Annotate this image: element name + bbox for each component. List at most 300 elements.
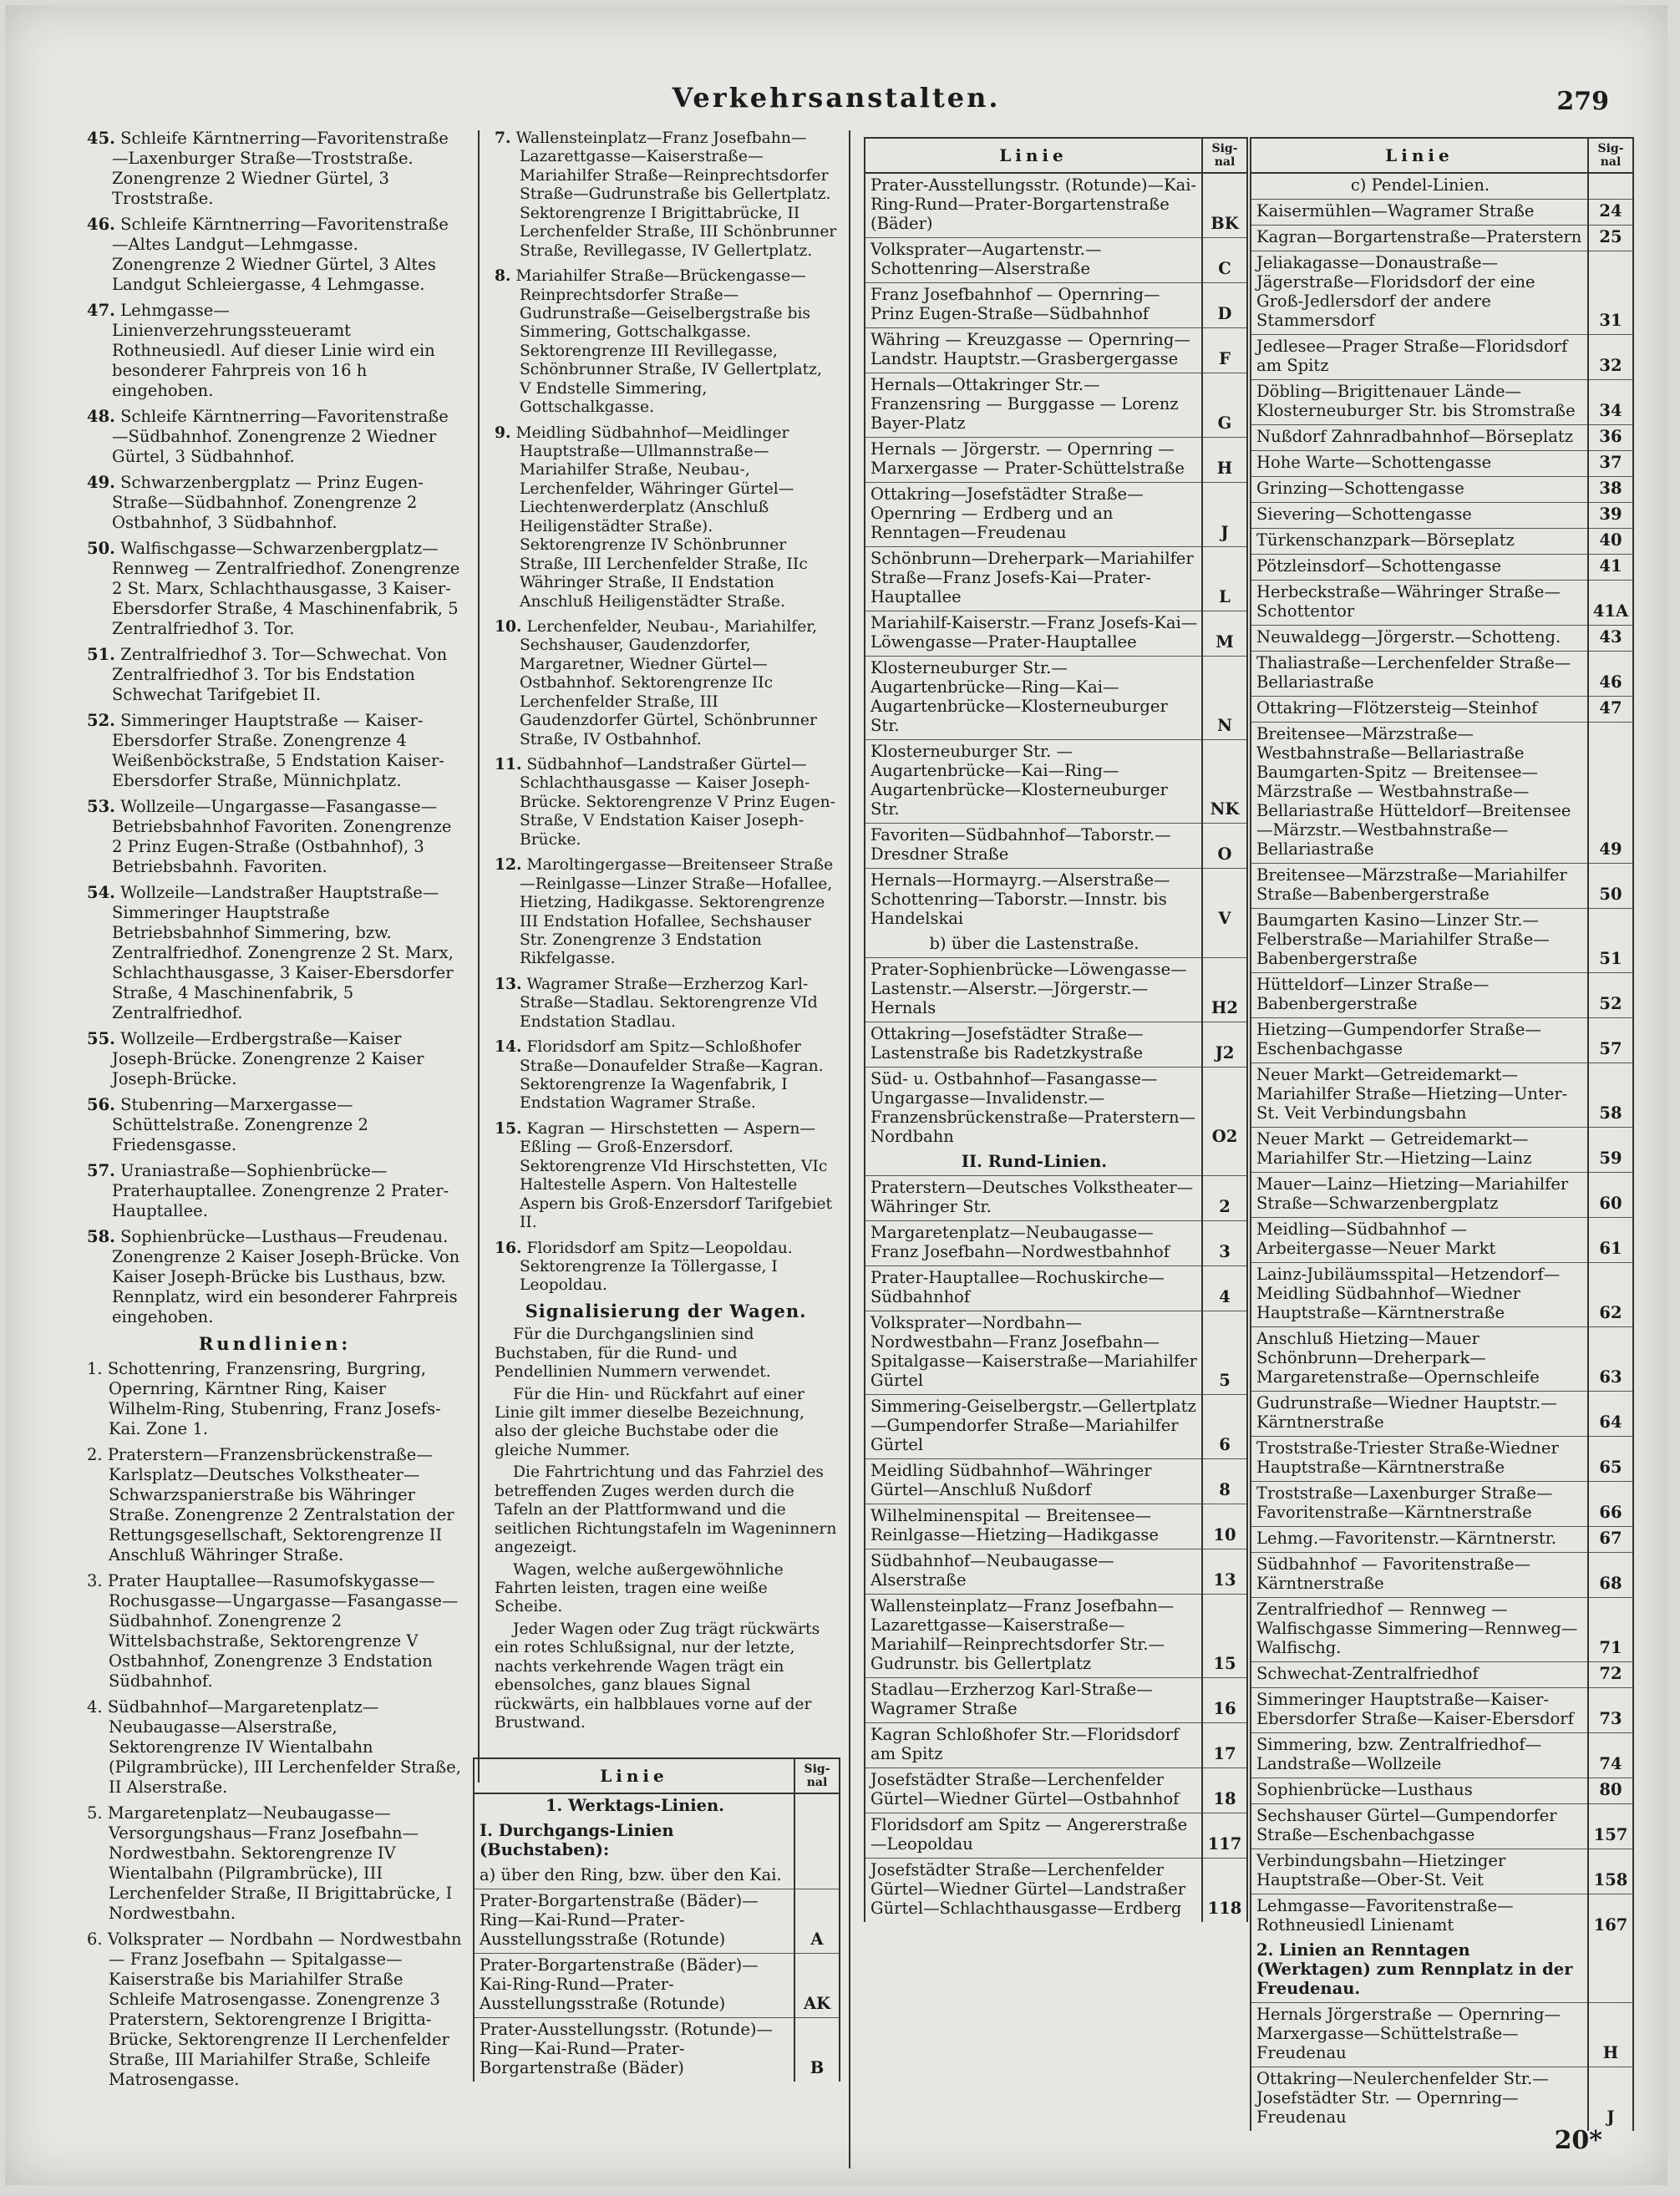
route-entry [495,1037,837,1113]
signal-cell: 57 [1588,1018,1633,1063]
table-row [865,1176,1247,1221]
linie-cell: Ottakring—Josefstädter Straße—Lastenstraße bis Radetzkystraße [865,1022,1202,1068]
entry-number: 52. [87,711,115,730]
signal-cell: 16 [1202,1678,1247,1723]
signal-cell: AK [794,1954,840,2018]
page-number: 279 [1556,87,1609,116]
linie-cell: Favoriten—Südbahnhof—Taborstr.—Dresdner Straße [865,824,1202,869]
linie-cell: Grinzing—Schottengasse [1251,477,1588,503]
entry-number: 56. [87,1095,115,1114]
table-row [865,1595,1247,1678]
table-section-heading: c) Pendel-Linien. [1251,173,1588,200]
table-section-heading: b) über die Lastenstraße. [865,932,1202,958]
table-row [1251,1662,1633,1688]
signal-paragraph: Jeder Wagen oder Zug trägt rückwärts ein rotes Schlußsignal, nur der letzte, nachts verkehrende Wagen trägt ein ebensolches, ganz blaues Signal rückwärts, ein halbblaues vorne auf der Brustwand. [495,1620,820,1732]
signal-cell: 71 [1588,1598,1633,1662]
entry-text: Schleife Kärntnerring—Favoritenstraße—Südbahnhof. Zonengrenze 2 Wiedner Gürtel, 3 Südbahnhof. [112,407,449,466]
linie-cell: Neuwaldegg—Jörgerstr.—Schotteng. [1251,626,1588,652]
table-row [1251,1598,1633,1662]
route-entry [495,975,837,1032]
linie-cell: Hernals—Ottakringer Str.—Franzensring — Burggasse — Lorenz Bayer-Platz [865,373,1202,438]
entry-number: 48. [87,407,115,426]
entry-text: Lerchenfelder, Neubau-, Mariahilfer, Sechshauser, Gaudenzdorfer, Margaretner, Wiedner Gürtel—Ostbahnhof. Sektorengrenze IIc Lerchenfelder Straße, III Gaudenzdorfer Gürtel, Schönbrunner Straße, IV Ostbahnhof. [520,617,818,748]
signal-cell: 51 [1588,909,1633,973]
signal-cell: H2 [1202,958,1247,1022]
table-row [1251,1553,1633,1598]
signal-cell: 17 [1202,1723,1247,1768]
signal-cell: NK [1202,740,1247,824]
table-row [1251,1894,1633,1940]
signal-cell: 64 [1588,1392,1633,1437]
signal-cell: 46 [1588,652,1633,697]
table-row [865,1459,1247,1504]
table-section-heading: 1. Werktags-Linien. [474,1793,794,1819]
signal-cell: 117 [1202,1813,1247,1859]
signal-cell: 31 [1588,251,1633,335]
table-row [1251,2067,1633,2132]
entry-text: Floridsdorf am Spitz—Leopoldau. Sektorengrenze Ia Töllergasse, I Leopoldau. [520,1239,793,1295]
signal-cell: 4 [1202,1266,1247,1311]
table-row [1251,1063,1633,1128]
linie-cell: Klosterneuburger Str.—Augartenbrücke—Ring—Kai—Augartenbrücke—Klosterneuburger Str. [865,657,1202,740]
table-row [1251,1327,1633,1392]
rundlinie-entry [87,1930,463,2090]
signal-cell: N [1202,657,1247,740]
table-row [1251,626,1633,652]
table-row [1251,1482,1633,1527]
entry-number: 15. [495,1118,522,1138]
entry-number: 1. [87,1359,103,1378]
entry-text: Südbahnhof—Landstraßer Gürtel—Schlachthausgasse — Kaiser Joseph-Brücke. Sektorengrenze V Prinz Eugen-Straße, V Endstation Kaiser Joseph-Brücke. [520,756,836,849]
signal-cell: 66 [1588,1482,1633,1527]
signal-cell [1202,1150,1247,1176]
route-entry [87,883,463,1023]
linie-cell: Jedlesee—Prager Straße—Floridsdorf am Spitz [1251,335,1588,380]
table-row [1251,697,1633,723]
signal-cell: 118 [1202,1859,1247,1923]
rundlinie-entry [87,1359,463,1439]
table-row [865,1395,1247,1459]
entry-text: Prater Hauptallee—Rasumofskygasse—Rochusgasse—Ungargasse—Fasangasse—Südbahnhof. Zonengrenze 2 Wittelsbachstraße, Sektorengrenze V Ostbahnhof, Zonengrenze 3 Endstation Südbahnhof. [107,1571,459,1691]
signal-cell: 59 [1588,1128,1633,1173]
table-row [1251,1128,1633,1173]
table-row [865,173,1247,238]
route-entry [495,755,837,849]
table-row [1251,909,1633,973]
entry-number: 12. [495,855,522,875]
entry-number: 11. [495,755,522,773]
signal-text [495,1326,837,1732]
entry-text: Wollzeile—Ungargasse—Fasangasse—Betriebsbahnhof Favoriten. Zonengrenze 2 Prinz Eugen-Straße (Ostbahnhof), 3 Betriebsbahnh. Favoriten. [112,797,452,876]
table-row [865,1723,1247,1768]
entry-number: 51. [87,645,115,664]
entry-text: Schwarzenbergplatz — Prinz Eugen-Straße—Südbahnhof. Zonengrenze 2 Ostbahnhof, 3 Südbahnhof. [112,473,424,532]
linie-cell: Praterstern—Deutsches Volkstheater—Währinger Str. [865,1176,1202,1221]
route-entry [87,1227,463,1327]
rundlinien-list [87,1359,463,2090]
linie-cell: Gudrunstraße—Wiedner Hauptstr.—Kärntnerstraße [1251,1392,1588,1437]
entry-number: 5. [87,1803,103,1823]
table-row [1251,652,1633,697]
linie-cell: Kaisermühlen—Wagramer Straße [1251,200,1588,226]
table-row [1251,581,1633,626]
linie-cell: Prater-Borgartenstraße (Bäder)—Ring—Kai-Rund—Prater-Ausstellungsstraße (Rotunde) [474,1889,794,1954]
table-row [1251,555,1633,581]
column-1 [87,129,463,2096]
linie-cell: Stadlau—Erzherzog Karl-Straße—Wagramer Straße [865,1678,1202,1723]
linie-cell: Josefstädter Straße—Lerchenfelder Gürtel—Wiedner Gürtel—Landstraßer Gürtel—Schlachthausgasse—Erdberg [865,1859,1202,1923]
signal-heading: Signalisierung der Wagen. [525,1300,807,1321]
signal-cell: C [1202,238,1247,283]
linie-cell: Ottakring—Flötzersteig—Steinhof [1251,697,1588,723]
linie-cell: Josefstädter Straße—Lerchenfelder Gürtel—Wiedner Gürtel—Ostbahnhof [865,1768,1202,1813]
table-row [1251,451,1633,477]
linie-cell: Sechshauser Gürtel—Gumpendorfer Straße—Eschenbachgasse [1251,1804,1588,1849]
signal-cell: B [794,2018,840,2082]
table-row [865,483,1247,547]
signal-cell: 157 [1588,1804,1633,1849]
linie-cell: Zentralfriedhof — Rennweg — Walfischgasse Simmering—Rennweg—Walfischg. [1251,1598,1588,1662]
entry-text: Mariahilfer Straße—Brückengasse—Reinprechtsdorfer Straße—Gudrunstraße—Geiselbergstraße bis Simmering, Gottschalkgasse. Sektorengrenze III Revillegasse, Schönbrunner Straße, IV Gellertplatz, V Endstelle Simmering, Gottschalkgasse. [515,267,822,417]
rundlinien-heading: Rundlinien: [198,1333,352,1354]
table-pendel [1250,137,1634,2131]
signal-cell: 68 [1588,1553,1633,1598]
signal-cell: M [1202,611,1247,657]
linie-cell: Lainz-Jubiläumsspital—Hetzendorf—Meidling Südbahnhof—Wiedner Hauptstraße—Kärntnerstraße [1251,1263,1588,1327]
linie-cell: Hernals Jörgerstraße — Opernring—Marxergasse—Schüttelstraße—Freudenau [1251,2003,1588,2067]
linie-cell: Breitensee—Märzstraße—Westbahnstraße—Bellariastraße Baumgarten-Spitz — Breitensee—Märzstraße — Westbahnstraße—Bellariastraße Hütteldorf—Breitensee—Märzstr.—Westbahnstraße—Bellariastraße [1251,723,1588,864]
signal-cell [1588,1939,1633,2003]
linie-cell: Hütteldorf—Linzer Straße—Babenbergerstraße [1251,973,1588,1018]
signal-cell: 67 [1588,1527,1633,1553]
linie-cell: Breitensee—Märzstraße—Mariahilfer Straße—Babenbergerstraße [1251,864,1588,909]
linie-cell: Türkenschanzpark—Börseplatz [1251,529,1588,555]
page-title: Verkehrsanstalten. [672,82,1001,114]
route-entry [87,473,463,533]
signal-cell: 52 [1588,973,1633,1018]
linie-cell: Prater-Hauptallee—Rochuskirche—Südbahnhof [865,1266,1202,1311]
signal-cell: L [1202,547,1247,611]
signal-cell: 72 [1588,1662,1633,1688]
entry-text: Schleife Kärntnerring—Favoritenstraße—Laxenburger Straße—Troststraße. Zonengrenze 2 Wiedner Gürtel, 3 Troststraße. [112,129,449,208]
table-row [1251,529,1633,555]
route-list-2 [495,129,837,1296]
entry-text: Lehmgasse—Linienverzehrungssteueramt Rothneusiedl. Auf dieser Linie wird ein besonderer Fahrpreis von 16 h eingehoben. [112,301,435,400]
column-header-signal: Sig-nal [794,1758,840,1793]
table-row [1251,1849,1633,1894]
table-durchgangs [864,137,1248,1922]
signal-cell [794,1819,840,1864]
signal-cell: 24 [1588,200,1633,226]
entry-text: Praterstern—Franzensbrückenstraße—Karlsplatz—Deutsches Volkstheater—Schwarzspanierstraße bis Währinger Straße. Zonengrenze 2 Zentralstation der Rettungsgesellschaft, Sektorengrenze II Anschluß Währinger Straße. [107,1445,454,1565]
linie-cell: Herbeckstraße—Währinger Straße—Schottentor [1251,581,1588,626]
table-row [474,1954,840,2018]
linie-cell: Anschluß Hietzing—Mauer Schönbrunn—Dreherpark—Margaretenstraße—Opernschleife [1251,1327,1588,1392]
linie-cell: Volksprater—Nordbahn—Nordwestbahn—Franz Josefbahn—Spitalgasse—Kaiserstraße—Mariahilfer Gürtel [865,1311,1202,1395]
column-header-linie: Linie [865,138,1202,173]
entry-text: Kagran — Hirschstetten — Aspern—Eßling — Groß-Enzersdorf. Sektorengrenze VId Hirschstetten, VIc Haltestelle Aspern. Von Haltestelle Aspern bis Groß-Enzersdorf Tarifgebiet II. [520,1119,833,1232]
table-row [474,2018,840,2082]
table-section-heading: a) über den Ring, bzw. über den Kai. [474,1864,794,1889]
signal-cell: 36 [1588,425,1633,451]
table-section-heading: I. Durchgangs-Linien (Buchstaben): [474,1819,794,1864]
signal-cell [1202,932,1247,958]
entry-text: Meidling Südbahnhof—Meidlinger Hauptstraße—Ullmannstraße—Mariahilfer Straße, Neubau-, Lerchenfelder, Währinger Gürtel—Liechtenwerderplatz (Anschluß Heiligenstädter Straße). Sektorengrenze IV Schönbrunner Straße, III Lerchenfelder Straße, IIc Währinger Straße, II Endstation Anschluß Heiligenstädter Straße. [515,423,808,611]
entry-number: 3. [87,1571,103,1590]
linie-cell: Prater-Ausstellungsstr. (Rotunde)—Kai-Ring-Rund—Prater-Borgartenstraße (Bäder) [865,173,1202,238]
linie-cell: Lehmgasse—Favoritenstraße—Rothneusiedl Linienamt [1251,1894,1588,1940]
signal-cell: J [1588,2067,1633,2132]
entry-number: 46. [87,215,115,234]
entry-text: Margaretenplatz—Neubaugasse—Versorgungshaus—Franz Josefbahn—Nordwestbahn. Sektorengrenze IV Wientalbahn (Pilgrambrücke), III Lerchenfelder Straße, II Brigittabrücke, I Nordwestbahn. [107,1803,453,1923]
linie-cell: Jeliakagasse—Donaustraße—Jägerstraße—Floridsdorf der eine Groß-Jedlersdorf der andere Stammersdorf [1251,251,1588,335]
route-entry [87,797,463,877]
signal-cell: 65 [1588,1437,1633,1482]
table-row [865,1549,1247,1595]
linie-cell: Klosterneuburger Str. — Augartenbrücke—Kai—Ring—Augartenbrücke—Klosterneuburger Str. [865,740,1202,824]
linie-cell: Schönbrunn—Dreherpark—Mariahilfer Straße—Franz Josefs-Kai—Prater-Hauptallee [865,547,1202,611]
entry-number: 6. [87,1930,103,1949]
signal-cell: A [794,1889,840,1954]
entry-number: 14. [495,1037,522,1057]
entry-number: 55. [87,1029,115,1048]
entry-number: 8. [495,266,511,286]
rundlinie-entry [87,1697,463,1798]
signal-cell: 80 [1588,1778,1633,1804]
table-row [1251,2003,1633,2067]
entry-number: 57. [87,1161,115,1180]
entry-text: Wollzeile—Erdbergstraße—Kaiser Joseph-Brücke. Zonengrenze 2 Kaiser Joseph-Brücke. [112,1029,424,1088]
entry-text: Zentralfriedhof 3. Tor—Schwechat. Von Zentralfriedhof 3. Tor bis Endstation Schwechat Tarifgebiet II. [112,645,448,704]
signal-cell [1588,173,1633,200]
table-row [865,547,1247,611]
signal-cell: 18 [1202,1768,1247,1813]
table-row [865,438,1247,483]
signal-cell: V [1202,869,1247,933]
signal-cell: 8 [1202,1459,1247,1504]
signal-cell: O2 [1202,1068,1247,1151]
table-row [1251,1804,1633,1849]
table-section-heading: 2. Linien an Renntagen (Werktagen) zum Rennplatz in der Freudenau. [1251,1939,1588,2003]
route-entry [495,266,837,418]
entry-number: 13. [495,974,522,993]
route-entry [87,1029,463,1089]
route-entry [87,301,463,401]
linie-cell: Hietzing—Gumpendorfer Straße—Eschenbachgasse [1251,1018,1588,1063]
signal-paragraph: Wagen, welche außergewöhnliche Fahrten leisten, tragen eine weiße Scheibe. [495,1560,784,1616]
table-row [865,1859,1247,1923]
signal-cell: 10 [1202,1504,1247,1549]
entry-number: 58. [87,1227,115,1246]
linie-cell: Simmering-Geiselbergstr.—Gellertplatz—Gumpendorfer Straße—Mariahilfer Gürtel [865,1395,1202,1459]
rundlinie-entry [87,1571,463,1691]
table-row [1251,864,1633,909]
page [5,5,1667,2185]
column-header-signal: Sig-nal [1202,138,1247,173]
route-entry [495,617,837,749]
column-divider [478,130,480,1783]
signal-paragraph: Für die Durchgangslinien sind Buchstaben, für die Rund- und Pendellinien Nummern verwendet. [495,1326,771,1382]
table-row [1251,1392,1633,1437]
entry-text: Schottenring, Franzensring, Burgring, Opernring, Kärntner Ring, Kaiser Wilhelm-Ring, Stubenring, Franz Josefs-Kai. Zone 1. [107,1359,441,1438]
signal-cell: 34 [1588,380,1633,425]
table-row [1251,1218,1633,1263]
column-2 [495,129,837,1736]
linie-cell: Lehmg.—Favoritenstr.—Kärntnerstr. [1251,1527,1588,1553]
signal-cell: 13 [1202,1549,1247,1595]
table-row [865,238,1247,283]
linie-cell: Hernals—Hormayrg.—Alserstraße—Schottenring—Taborstr.—Innstr. bis Handelskai [865,869,1202,933]
table-row [1251,335,1633,380]
linie-cell: Südbahnhof—Neubaugasse—Alserstraße [865,1549,1202,1595]
linie-cell: Mariahilf-Kaiserstr.—Franz Josefs-Kai—Löwengasse—Prater-Hauptallee [865,611,1202,657]
linie-cell: Meidling—Südbahnhof — Arbeitergasse—Neuer Markt [1251,1218,1588,1263]
linie-cell: Troststraße—Laxenburger Straße—Favoritenstraße—Kärntnerstraße [1251,1482,1588,1527]
table-row [1251,1173,1633,1218]
route-entry [87,215,463,295]
entry-number: 53. [87,797,115,816]
entry-text: Sophienbrücke—Lusthaus—Freudenau. Zonengrenze 2 Kaiser Joseph-Brücke. Von Kaiser Joseph-Brücke bis Lusthaus, bzw. Rennplatz, wird ein besonderer Fahrpreis eingehoben. [112,1227,460,1326]
entry-text: Maroltingergasse—Breitenseer Straße—Reinlgasse—Linzer Straße—Hofallee, Hietzing, Hadikgasse. Sektorengrenze III Endstation Hofallee, Sechshauser Str. Zonengrenze 3 Endstation Rikfelgasse. [520,856,834,968]
table-row [1251,1437,1633,1482]
signal-cell: 47 [1588,697,1633,723]
table-row [1251,477,1633,503]
linie-cell: Südbahnhof — Favoritenstraße—Kärntnerstraße [1251,1553,1588,1598]
linie-cell: Baumgarten Kasino—Linzer Str.—Felberstraße—Mariahilfer Straße—Babenbergerstraße [1251,909,1588,973]
entry-number: 4. [87,1697,103,1717]
entry-text: Uraniastraße—Sophienbrücke—Praterhauptallee. Zonengrenze 2 Prater-Hauptallee. [112,1161,449,1220]
table-row [1251,1733,1633,1778]
table-row [865,328,1247,373]
table-row [865,740,1247,824]
rundlinie-entry [87,1803,463,1924]
table-werktags [473,1757,840,2082]
linie-cell: Hernals — Jörgerstr. — Opernring — Marxergasse — Prater-Schüttelstraße [865,438,1202,483]
signal-cell: 41 [1588,555,1633,581]
signal-cell: 40 [1588,529,1633,555]
linie-cell: Simmeringer Hauptstraße—Kaiser-Ebersdorfer Straße—Kaiser-Ebersdorf [1251,1688,1588,1733]
route-entry [495,1119,837,1233]
rundlinie-entry [87,1445,463,1565]
signal-cell: D [1202,283,1247,328]
signal-cell: 61 [1588,1218,1633,1263]
linie-cell: Süd- u. Ostbahnhof—Fasangasse—Ungargasse—Invalidenstr.—Franzensbrückenstraße—Praterstern—Nordbahn [865,1068,1202,1151]
signal-cell: O [1202,824,1247,869]
linie-cell: Währing — Kreuzgasse — Opernring—Landstr. Hauptstr.—Grasbergergasse [865,328,1202,373]
signal-cell: 6 [1202,1395,1247,1459]
entry-text: Wallensteinplatz—Franz Josefbahn—Lazarettgasse—Kaiserstraße—Mariahilfer Straße—Reinprechtsdorfer Straße—Gudrunstraße bis Gellertplatz. Sektorengrenze I Brigittabrücke, II Lerchenfelder Straße, III Schönbrunner Straße, Revillegasse, IV Gellertplatz. [515,129,837,260]
signal-cell: 2 [1202,1176,1247,1221]
entry-number: 10. [495,616,522,636]
route-entry [495,855,837,969]
linie-cell: Döbling—Brigittenauer Lände—Klosterneuburger Str. bis Stromstraße [1251,380,1588,425]
signal-cell: G [1202,373,1247,438]
linie-cell: Kagran—Borgartenstraße—Praterstern [1251,226,1588,251]
signal-cell: 3 [1202,1221,1247,1266]
linie-cell: Ottakring—Neulerchenfelder Str.—Josefstädter Str. — Opernring—Freudenau [1251,2067,1588,2132]
column-divider [849,130,850,2168]
signal-cell: 167 [1588,1894,1633,1940]
signal-cell: J [1202,483,1247,547]
signal-cell: J2 [1202,1022,1247,1068]
entry-text: Simmeringer Hauptstraße — Kaiser-Ebersdorfer Straße. Zonengrenze 4 Weißenböckstraße, 5 Endstation Kaiser-Ebersdorfer Straße, Münnichplatz. [112,711,444,790]
linie-cell: Simmering, bzw. Zentralfriedhof—Landstraße—Wollzeile [1251,1733,1588,1778]
linie-cell: Schwechat-Zentralfriedhof [1251,1662,1588,1688]
linie-cell: Kagran Schloßhofer Str.—Floridsdorf am Spitz [865,1723,1202,1768]
table-row [865,1221,1247,1266]
entry-number: 49. [87,473,115,492]
linie-cell: Pötzleinsdorf—Schottengasse [1251,555,1588,581]
table-row [865,1266,1247,1311]
signal-paragraph: Für die Hin- und Rückfahrt auf einer Linie gilt immer dieselbe Bezeichnung, also der gleiche Buchstabe oder die gleiche Nummer. [495,1385,804,1459]
signal-cell: F [1202,328,1247,373]
table-row [865,657,1247,740]
linie-cell: Neuer Markt—Getreidemarkt—Mariahilfer Straße—Hietzing—Unter-St. Veit Verbindungsbahn [1251,1063,1588,1128]
route-list-1 [87,129,463,1327]
column-header-signal: Sig-nal [1588,138,1633,173]
linie-cell: Verbindungsbahn—Hietzinger Hauptstraße—Ober-St. Veit [1251,1849,1588,1894]
table-row [1251,1527,1633,1553]
signal-cell: 62 [1588,1263,1633,1327]
signal-cell: 74 [1588,1733,1633,1778]
table-row [865,1504,1247,1549]
table-row [1251,200,1633,226]
table-row [1251,1688,1633,1733]
linie-cell: Prater-Ausstellungsstr. (Rotunde)—Ring—Kai-Rund—Prater-Borgartenstraße (Bäder) [474,2018,794,2082]
entry-number: 47. [87,301,115,320]
signal-cell: 58 [1588,1063,1633,1128]
linie-cell: Nußdorf Zahnradbahnhof—Börseplatz [1251,425,1588,451]
entry-text: Stubenring—Marxergasse—Schüttelstraße. Zonengrenze 2 Friedensgasse. [112,1095,368,1154]
linie-cell: Neuer Markt — Getreidemarkt—Mariahilfer Str.—Hietzing—Lainz [1251,1128,1588,1173]
route-entry [495,129,837,261]
table-row [865,1678,1247,1723]
table-row [865,958,1247,1022]
signal-cell: 5 [1202,1311,1247,1395]
table-row [865,1068,1247,1151]
signal-cell [794,1793,840,1819]
entry-text: Floridsdorf am Spitz—Schloßhofer Straße—Donaufelder Straße—Kagran. Sektorengrenze Ia Wagenfabrik, I Endstation Wagramer Straße. [520,1038,824,1113]
signal-cell: 50 [1588,864,1633,909]
entry-text: Wollzeile—Landstraßer Hauptstraße—Simmeringer Hauptstraße Betriebsbahnhof Simmering, bzw. Zentralfriedhof. Zonengrenze 2 St. Marx, Schlachthausgasse, 3 Kaiser-Ebersdorfer Straße, 4 Maschinenfabrik, 5 Zentralfriedhof. [112,883,454,1022]
signal-cell: 43 [1588,626,1633,652]
signal-cell: 37 [1588,451,1633,477]
signal-cell: 25 [1588,226,1633,251]
table-row [1251,723,1633,864]
entry-text: Schleife Kärntnerring—Favoritenstraße—Altes Landgut—Lehmgasse. Zonengrenze 2 Wiedner Gürtel, 3 Altes Landgut Schleiergasse, 4 Lehmgasse. [112,215,449,294]
table-row [865,1022,1247,1068]
signal-cell: 60 [1588,1173,1633,1218]
column-header-linie: Linie [474,1758,794,1793]
signal-cell: 15 [1202,1595,1247,1678]
route-entry [495,423,837,611]
entry-number: 16. [495,1238,522,1257]
table-row [865,283,1247,328]
linie-cell: Wallensteinplatz—Franz Josefbahn—Lazarettgasse—Kaiserstraße—Mariahilf—Reinprechtsdorfer Str.—Gudrunstr. bis Gellertplatz [865,1595,1202,1678]
route-entry [495,1239,837,1296]
entry-number: 7. [495,129,511,147]
signal-cell [794,1864,840,1889]
linie-cell: Margaretenplatz—Neubaugasse—Franz Josefbahn—Nordwestbahnhof [865,1221,1202,1266]
linie-cell: Sievering—Schottengasse [1251,503,1588,529]
route-entry [87,129,463,209]
linie-cell: Hohe Warte—Schottengasse [1251,451,1588,477]
linie-cell: Prater-Borgartenstraße (Bäder)—Kai-Ring-Rund—Prater-Ausstellungsstraße (Rotunde) [474,1954,794,2018]
entry-number: 50. [87,539,115,558]
table-row [865,1311,1247,1395]
table-section-heading: II. Rund-Linien. [865,1150,1202,1176]
linie-cell: Mauer—Lainz—Hietzing—Mariahilfer Straße—Schwarzenbergplatz [1251,1173,1588,1218]
